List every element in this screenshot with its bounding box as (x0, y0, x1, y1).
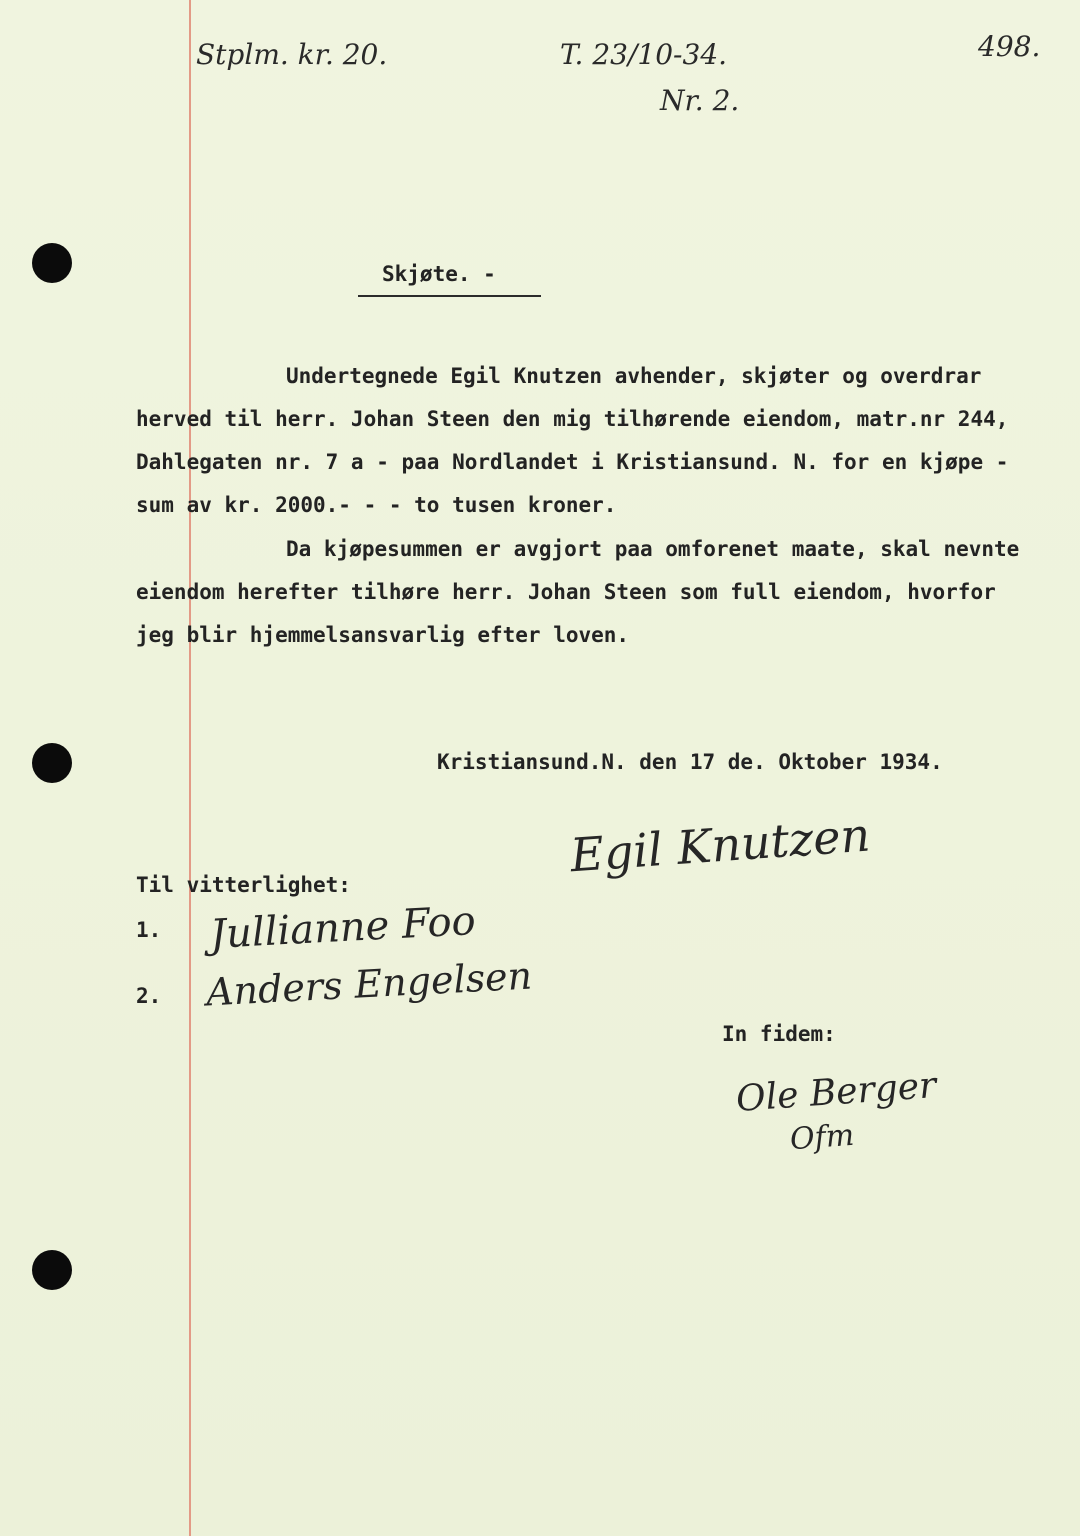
place-date: Kristiansund.N. den 17 de. Oktober 1934. (437, 750, 943, 774)
in-fidem-label: In fidem: (722, 1022, 836, 1046)
seller-signature: Egil Knutzen (568, 807, 872, 883)
paragraph-line: Da kjøpesummen er avgjort paa omforenet maate, skal nevnte (286, 537, 1020, 561)
witness-signature: Jullianne Foo (208, 898, 477, 958)
header-number: Nr. 2. (660, 84, 740, 117)
witness-heading: Til vitterlighet: (136, 873, 351, 897)
header-reference: Stplm. kr. 20. (196, 38, 388, 71)
witness-signature: Anders Engelsen (205, 953, 534, 1015)
paragraph-line: herved til herr. Johan Steen den mig tilhørende eiendom, matr.nr 244, (136, 407, 1009, 431)
paragraph-line: Dahlegaten nr. 7 a - paa Nordlandet i Kristiansund. N. for en kjøpe - (136, 450, 1009, 474)
paragraph-line: eiendom herefter tilhøre herr. Johan Steen som full eiendom, hvorfor (136, 580, 996, 604)
header-date: T. 23/10-34. (560, 38, 728, 71)
paragraph-line: sum av kr. 2000.- - - to tusen kroner. (136, 493, 617, 517)
official-signature: Ole Berger (734, 1065, 938, 1120)
punch-hole (32, 1250, 72, 1290)
punch-hole (32, 743, 72, 783)
punch-hole (32, 243, 72, 283)
official-title: Ofm (788, 1117, 856, 1158)
document-title: Skjøte. - (382, 262, 496, 286)
witness-number: 1. (136, 918, 162, 942)
witness-number: 2. (136, 984, 162, 1008)
paragraph-line: Undertegnede Egil Knutzen avhender, skjøter og overdrar (286, 364, 982, 388)
page-number: 498. (978, 30, 1041, 63)
paragraph-line: jeg blir hjemmelsansvarlig efter loven. (136, 623, 630, 647)
margin-line (189, 0, 191, 1536)
title-underline (358, 295, 541, 297)
